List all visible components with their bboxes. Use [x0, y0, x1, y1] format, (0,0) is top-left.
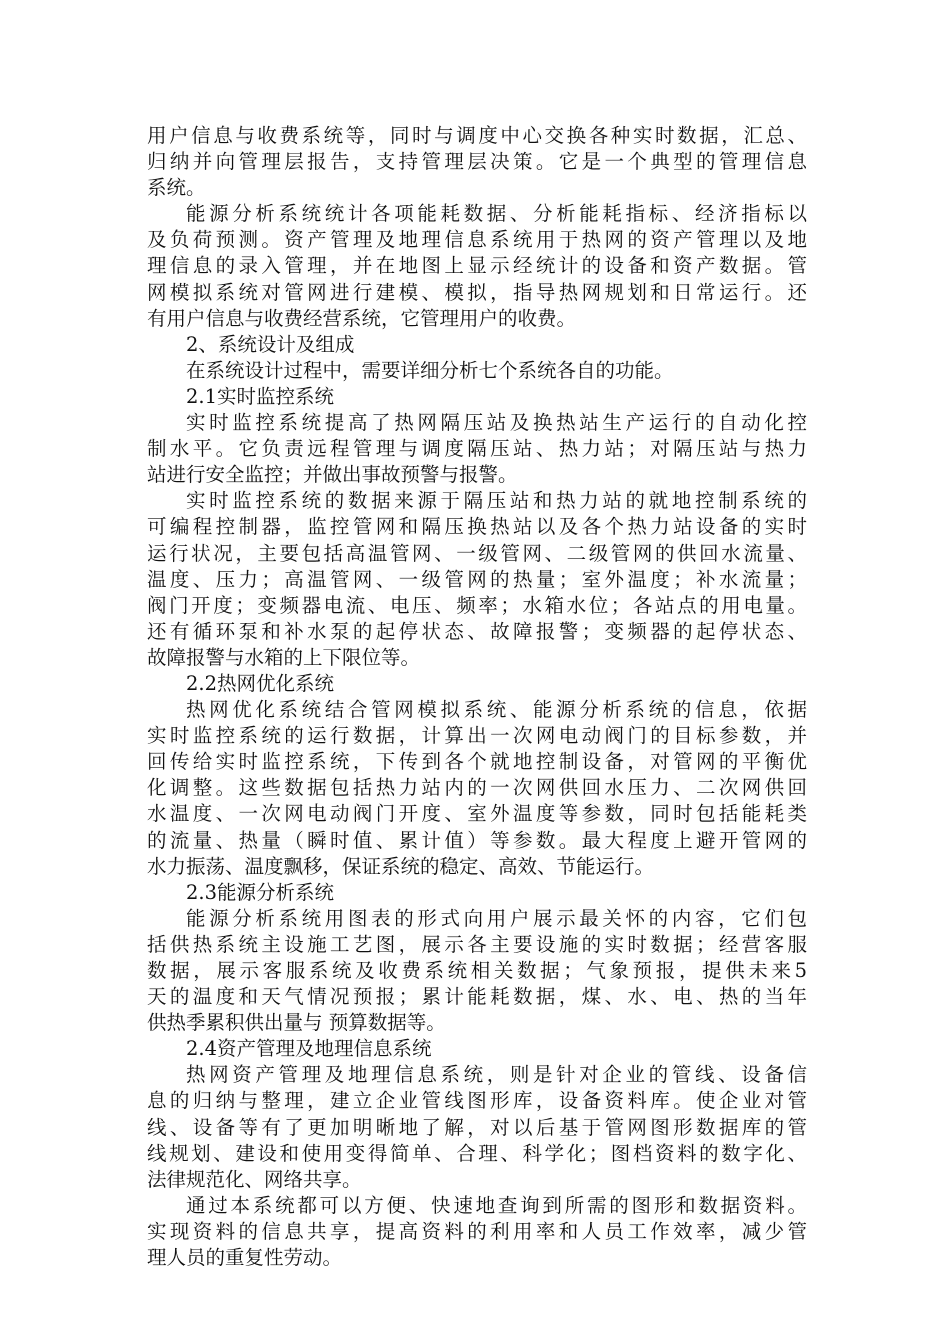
text-line: 用户信息与收费系统等，同时与调度中心交换各种实时数据，汇总、	[147, 124, 807, 147]
text-line: 理人员的重复性劳动。	[147, 1246, 343, 1270]
text-line: 的流量、热量（瞬时值、累计值）等参数。最大程度上避开管网的	[147, 828, 807, 852]
text-line: 实时监控系统的运行数据，计算出一次网电动阀门的目标参数，并	[147, 724, 807, 748]
section-heading: 2、系统设计及组成	[186, 332, 355, 356]
text-line: 网模拟系统对管网进行建模、模拟，指导热网规划和日常运行。还	[147, 280, 807, 304]
text-line: 实时监控系统提高了热网隔压站及换热站生产运行的自动化控	[186, 411, 807, 435]
text-line: 回传给实时监控系统，下传到各个就地控制设备，对管网的平衡优	[147, 750, 807, 774]
text-line: 故障报警与水箱的上下限位等。	[147, 645, 421, 669]
text-line: 供热季累积供出量与 预算数据等。	[147, 1011, 446, 1035]
text-line: 水温度、一次网电动阀门开度、室外温度等参数，同时包括能耗类	[147, 802, 807, 826]
text-line: 系统。	[147, 176, 206, 200]
text-line: 可编程控制器，监控管网和隔压换热站以及各个热力站设备的实时	[147, 515, 807, 539]
section-heading: 2.4资产管理及地理信息系统	[186, 1037, 432, 1061]
text-line: 有用户信息与收费经营系统，它管理用户的收费。	[147, 306, 577, 330]
text-line: 运行状况，主要包括高温管网、一级管网、二级管网的供回水流量、	[147, 541, 807, 565]
text-line: 制水平。它负责远程管理与调度隔压站、热力站；对隔压站与热力	[147, 437, 807, 461]
text-line: 能源分析系统统计各项能耗数据、分析能耗指标、经济指标以	[186, 202, 807, 226]
section-heading: 2.3能源分析系统	[186, 880, 335, 904]
text-line: 能源分析系统用图表的形式向用户展示最关怀的内容，它们包	[186, 906, 807, 930]
text-line: 热网资产管理及地理信息系统，则是针对企业的管线、设备信	[186, 1063, 807, 1087]
section-heading: 2.2热网优化系统	[186, 671, 335, 695]
text-line: 通过本系统都可以方便、快速地查询到所需的图形和数据资料。	[186, 1193, 807, 1217]
text-line: 天的温度和天气情况预报；累计能耗数据，煤、水、电、热的当年	[147, 985, 807, 1009]
text-line: 水力振荡、温度飘移，保证系统的稳定、高效、节能运行。	[147, 854, 655, 878]
text-line: 在系统设计过程中，需要详细分析七个系统各自的功能。	[186, 358, 674, 382]
text-line: 还有循环泵和补水泵的起停状态、故障报警；变频器的起停状态、	[147, 619, 807, 643]
text-line: 理信息的录入管理，并在地图上显示经统计的设备和资产数据。管	[147, 254, 807, 278]
text-line: 线、设备等有了更加明晰地了解，对以后基于管网图形数据库的管	[147, 1115, 807, 1139]
text-line: 站进行安全监控；并做出事故预警与报警。	[147, 463, 518, 487]
text-line: 阀门开度；变频器电流、电压、频率；水箱水位；各站点的用电量。	[147, 593, 807, 617]
section-heading: 2.1实时监控系统	[186, 384, 335, 408]
text-line: 括供热系统主设施工艺图，展示各主要设施的实时数据；经营客服	[147, 932, 807, 956]
text-line: 化调整。这些数据包括热力站内的一次网供回水压力、二次网供回	[147, 776, 807, 800]
text-line: 实现资料的信息共享，提高资料的利用率和人员工作效率，减少管	[147, 1219, 807, 1243]
text-line: 热网优化系统结合管网模拟系统、能源分析系统的信息，依据	[186, 698, 807, 722]
text-line: 实时监控系统的数据来源于隔压站和热力站的就地控制系统的	[186, 489, 807, 513]
text-line: 温度、压力；高温管网、一级管网的热量；室外温度；补水流量；	[147, 567, 807, 591]
text-line: 归纳并向管理层报告，支持管理层决策。它是一个典型的管理信息	[147, 150, 807, 174]
text-line: 线规划、建设和使用变得简单、合理、科学化；图档资料的数字化、	[147, 1141, 807, 1165]
text-line: 数据，展示客服系统及收费系统相关数据；气象预报，提供未来5	[147, 959, 807, 982]
text-line: 及负荷预测。资产管理及地理信息系统用于热网的资产管理以及地	[147, 228, 807, 252]
document-page	[147, 123, 807, 1271]
text-line: 息的归纳与整理，建立企业管线图形库，设备资料库。使企业对管	[147, 1089, 807, 1113]
text-line: 法律规范化、网络共享。	[147, 1167, 362, 1191]
